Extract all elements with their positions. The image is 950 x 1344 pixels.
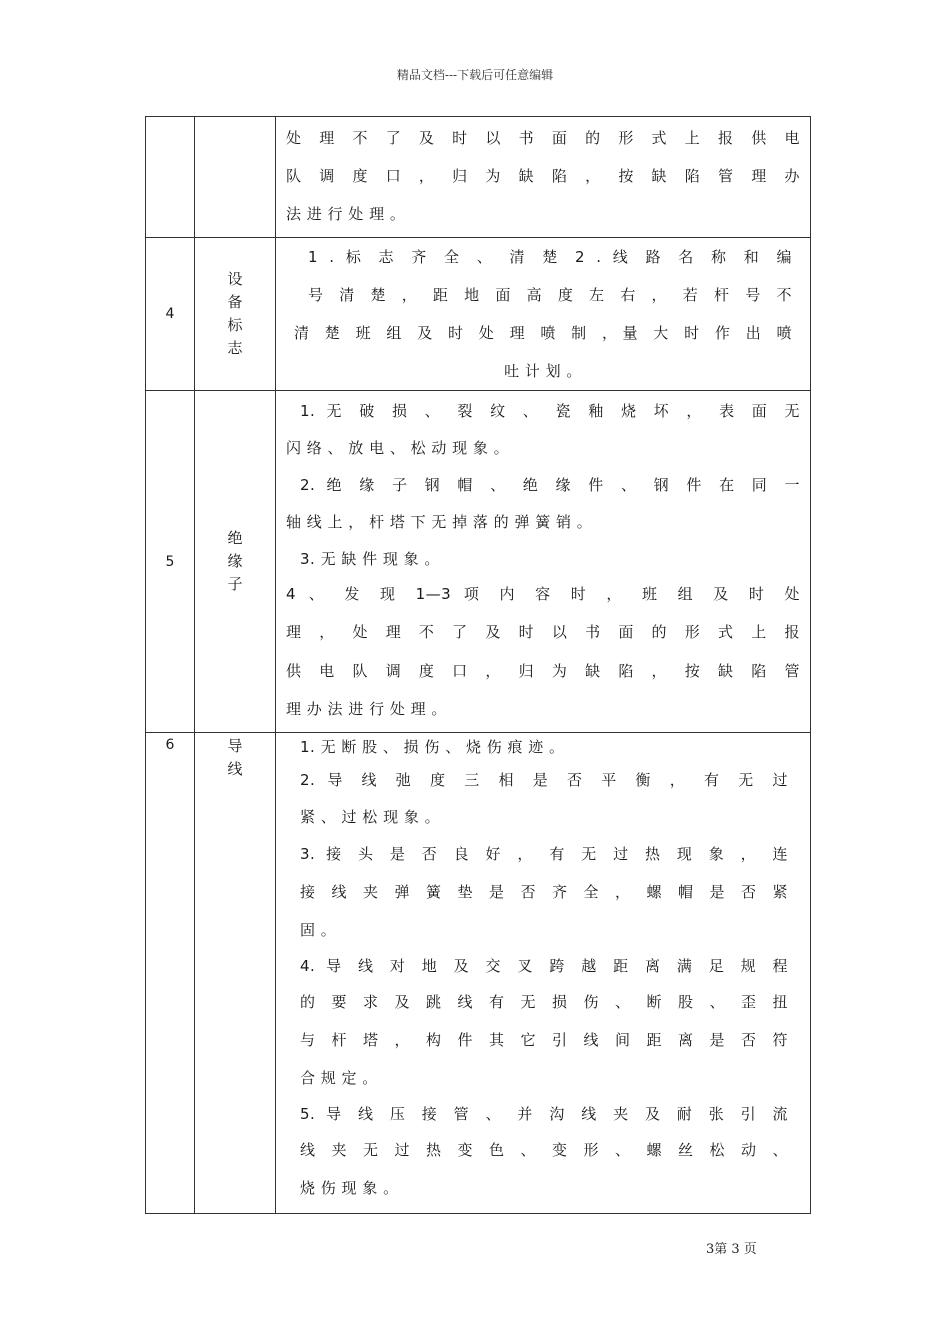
table-row [146,733,811,1214]
page-footer: 3第 3 页 [706,1242,757,1257]
content-line: 号 清 楚 ， 距 地 面 高 度 左 右 ， 若 杆 号 不 [308,286,792,304]
row-number: 6 [146,733,195,1214]
page-header: 精品文档---下载后可任意编辑 [396,68,554,82]
content-line: 与 杆 塔 ， 构 件 其 它 引 线 间 距 离 是 否 符 [300,1031,788,1049]
content-line: 法 进 行 处 理 。 [286,205,406,223]
row-item-name: 导 线 [195,733,276,1214]
content-line: 3. 无 缺 件 现 象 。 [300,550,440,568]
content-line: 3. 接 头 是 否 良 好 ， 有 无 过 热 现 象 ， 连 [300,845,788,863]
row-number: 5 [146,391,195,733]
content-line: 的 要 求 及 跳 线 有 无 损 伤 、 断 股 、 歪 扭 [300,993,788,1011]
row-number: 4 [146,238,195,391]
row-content [276,117,811,238]
row-item-name: 设 备 标 志 [195,238,276,391]
content-line: 1. 无 破 损 、 裂 纹 、 瓷 釉 烧 坏 ， 表 面 无 [300,402,800,420]
content-line: 接 线 夹 弹 簧 垫 是 否 齐 全 ， 螺 帽 是 否 紧 [300,883,788,901]
content-line: 合 规 定 。 [300,1069,378,1087]
table-row [146,117,811,238]
content-line: 4. 导 线 对 地 及 交 叉 跨 越 距 离 满 足 规 程 [300,957,788,975]
table-row [146,391,811,733]
content-line: 线 夹 无 过 热 变 色 、 变 形 、 螺 丝 松 动 、 [300,1141,788,1159]
inspection-table [145,116,811,1214]
content-line: 理 办 法 进 行 处 理 。 [286,700,447,718]
content-line: 紧 、 过 松 现 象 。 [300,808,441,826]
content-line: 供 电 队 调 度 口 ， 归 为 缺 陷 ， 按 缺 陷 管 [286,662,800,680]
row-content [276,391,811,733]
content-line: 5. 导 线 压 接 管 、 并 沟 线 夹 及 耐 张 引 流 [300,1105,788,1123]
row-item-name [195,117,276,238]
row-content [276,238,811,391]
content-line: 烧 伤 现 象 。 [300,1179,399,1197]
content-line: 吐 计 划 。 [504,362,582,380]
content-line: 轴 线 上 ， 杆 塔 下 无 掉 落 的 弹 簧 销 。 [286,513,593,531]
content-line: 闪 络 、 放 电 、 松 动 现 象 。 [286,439,510,457]
content-line: 4 、 发 现 1—3 项 内 容 时 ， 班 组 及 时 处 [286,585,800,603]
content-line: 1. 无 断 股 、 损 伤 、 烧 伤 痕 迹 。 [300,738,565,756]
content-line: 理 ， 处 理 不 了 及 时 以 书 面 的 形 式 上 报 [286,623,800,641]
content-line: 清 楚 班 组 及 时 处 理 喷 制 ，量 大 时 作 出 喷 [294,324,792,342]
content-line: 2. 导 线 弛 度 三 相 是 否 平 衡 ， 有 无 过 [300,771,788,789]
content-line: 固 。 [300,921,337,939]
content-line: 处 理 不 了 及 时 以 书 面 的 形 式 上 报 供 电 [286,129,800,147]
table-row [146,238,811,391]
row-content [276,733,811,1214]
content-line: 1 . 标 志 齐 全 、 清 楚 2 . 线 路 名 称 和 编 [308,248,792,266]
content-line: 队 调 度 口 ， 归 为 缺 陷 ， 按 缺 陷 管 理 办 [286,167,800,185]
row-item-name: 绝 缘 子 [195,391,276,733]
row-number [146,117,195,238]
content-line: 2. 绝 缘 子 钢 帽 、 绝 缘 件 、 钢 件 在 同 一 [300,476,800,494]
